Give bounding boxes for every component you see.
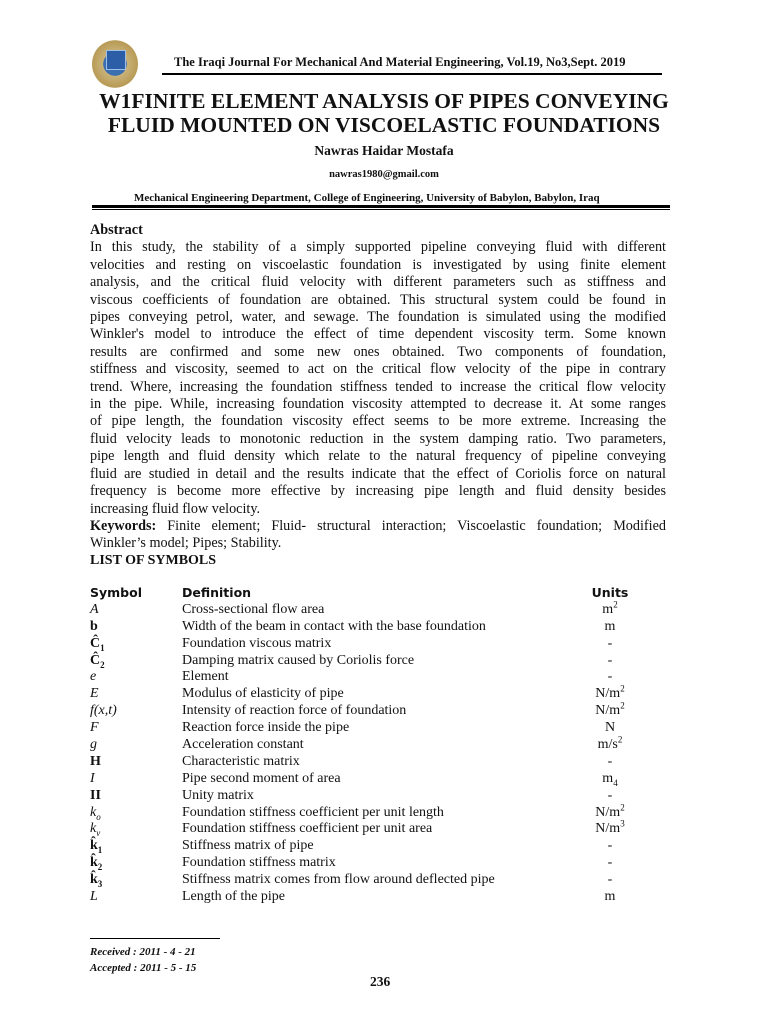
col-units: Units	[591, 585, 629, 600]
symbol-row	[90, 855, 670, 872]
keywords-line-1	[90, 518, 666, 535]
keywords-text: Finite element; Fluid- structural interaction; Viscoelastic foundation; Modified	[156, 517, 666, 534]
symbol-cell	[90, 653, 105, 670]
symbol-row	[90, 636, 670, 653]
keywords-label: Keywords:	[90, 517, 157, 534]
symbol-row	[90, 889, 670, 906]
abstract-line: of pipe length, the foundation viscosity effect seems to be more extreme. Increasing the	[90, 413, 666, 430]
symbol: g	[90, 737, 97, 753]
definition: Damping matrix caused by Coriolis force	[182, 652, 415, 668]
abstract-section	[90, 222, 666, 553]
symbol-cell	[90, 805, 101, 822]
received-date: Received : 2011 - 4 - 21	[90, 946, 196, 958]
unit-exponent: 2	[620, 700, 625, 711]
col-symbol: Symbol	[90, 585, 142, 600]
definition: Foundation stiffness coefficient per unit area	[182, 821, 433, 837]
abstract-line: Winkler's model to introduce the effect of time dependent viscosity term. Some known	[90, 326, 666, 343]
keywords-line-2: Winkler’s model; Pipes; Stability.	[90, 535, 282, 552]
definition: Reaction force inside the pipe	[182, 720, 350, 736]
abstract-line: pipe length and fluid density which relate to the natural frequency of pipeline conveying	[90, 448, 666, 465]
affiliation-rule	[92, 205, 670, 208]
units-cell	[560, 720, 660, 737]
unit-exponent: 3	[620, 818, 625, 829]
definition: Foundation viscous matrix	[182, 635, 332, 651]
definition: Stiffness matrix comes from flow around deflected pipe	[182, 872, 495, 888]
abstract-line: fluid are studied in detail and the results indicate that the effect of Coriolis force on natural	[90, 465, 666, 482]
unit: -	[607, 669, 613, 685]
symbol: H	[90, 753, 101, 769]
header-rule	[162, 73, 662, 75]
symbol-cell	[90, 754, 101, 771]
symbol-subscript: v	[96, 828, 101, 839]
abstract-line: stiffness and viscosity, seemed to act on the critical flow velocity of the pipe in contrary	[90, 361, 666, 378]
units-cell	[560, 788, 660, 805]
affiliation: Mechanical Engineering Department, College of Engineering, University of Babylon, Babylon, Iraq	[134, 192, 600, 204]
symbol-row	[90, 619, 670, 636]
abstract-line: frequency is become more effective by increasing pipe length and fluid density besides	[90, 483, 666, 500]
abstract-body	[90, 239, 666, 518]
definition: Length of the pipe	[182, 889, 286, 905]
affiliation-rule-thin	[92, 209, 670, 210]
symbol-row	[90, 669, 670, 686]
abstract-heading: Abstract	[90, 222, 143, 238]
symbol-cell	[90, 619, 98, 636]
col-definition: Definition	[182, 585, 252, 600]
symbol-row	[90, 818, 670, 839]
symbol-subscript: 1	[97, 845, 103, 856]
symbol: Ĉ	[90, 635, 101, 651]
units-cell	[560, 872, 660, 889]
units-cell	[560, 754, 660, 771]
accepted-date: Accepted : 2011 - 5 - 15	[90, 962, 197, 974]
author-email: nawras1980@gmail.com	[329, 169, 439, 180]
symbol: k̂	[90, 838, 98, 854]
symbol-cell	[90, 821, 100, 838]
unit: -	[607, 753, 613, 769]
units-cell	[560, 818, 660, 838]
symbol-row	[90, 653, 670, 670]
symbol: A	[90, 601, 99, 617]
page-number: 236	[370, 974, 391, 989]
unit-exponent: 2	[620, 683, 625, 694]
symbol-row	[90, 872, 670, 889]
abstract-line: pipes conveying petrol, water, and sewage. The foundation is simulated using the modified	[90, 309, 666, 326]
symbol-cell	[90, 602, 99, 619]
symbol: L	[90, 889, 98, 905]
units-cell	[560, 653, 660, 670]
symbol: E	[90, 686, 99, 702]
symbol-subscript: 3	[97, 878, 103, 889]
symbol-cell	[90, 872, 102, 889]
unit: -	[607, 652, 613, 668]
symbol-row	[90, 771, 670, 788]
unit: -	[607, 787, 613, 803]
units-cell	[560, 669, 660, 686]
symbol-cell	[90, 686, 99, 703]
units-cell	[560, 838, 660, 855]
abstract-line: in the pipe. While, increasing foundation viscosity attempted to decrease it. At some ranges	[90, 396, 666, 413]
abstract-line: velocities and resting on viscoelastic foundation is investigated by using finite element	[90, 256, 666, 273]
units-cell	[560, 801, 660, 822]
symbol: k	[90, 804, 97, 820]
symbol-row	[90, 788, 670, 805]
definition: Foundation stiffness matrix	[182, 855, 336, 871]
title-line-2: FLUID MOUNTED ON VISCOELASTIC FOUNDATIONS	[107, 113, 661, 137]
units-cell	[560, 734, 660, 754]
symbol-subscript: o	[96, 811, 101, 822]
unit: m	[602, 770, 614, 786]
title-line-1: W1FINITE ELEMENT ANALYSIS OF PIPES CONVEYING	[99, 89, 669, 113]
abstract-line: viscous coefficients of foundation are obtained. This structural system could be found in	[90, 291, 666, 308]
university-logo-icon	[92, 40, 138, 88]
symbol: e	[90, 669, 97, 685]
definition: Intensity of reaction force of foundation	[182, 703, 407, 719]
symbol-row	[90, 683, 670, 703]
definition: Acceleration constant	[182, 737, 304, 753]
symbol-row	[90, 599, 670, 619]
symbols-heading: LIST OF SYMBOLS	[90, 553, 217, 568]
symbol: k̂	[90, 872, 98, 888]
symbol-row	[90, 801, 670, 822]
unit-exponent: 2	[620, 801, 625, 812]
abstract-line: fluid velocity leads to monotonic reduction in the system damping ratio. Two parameters,	[90, 430, 666, 447]
symbol-row	[90, 754, 670, 771]
symbol-cell	[90, 855, 102, 872]
symbol-cell	[90, 720, 99, 737]
unit: -	[607, 855, 613, 871]
symbols-table	[90, 585, 670, 906]
symbol-cell	[90, 788, 101, 805]
symbol-subscript: 2	[97, 862, 103, 873]
unit: m/s	[597, 737, 618, 753]
symbol-row	[90, 720, 670, 737]
definition: Cross-sectional flow area	[182, 601, 325, 617]
symbol-cell	[90, 737, 97, 754]
symbol-row	[90, 734, 670, 754]
unit: m	[604, 618, 616, 634]
definition: Unity matrix	[182, 787, 254, 803]
symbol: k	[90, 821, 97, 837]
definition: Modulus of elasticity of pipe	[182, 686, 344, 702]
unit: N/m	[595, 821, 621, 837]
symbol: F	[90, 720, 99, 736]
symbol: I	[90, 770, 95, 786]
symbol: k̂	[90, 855, 98, 871]
symbol-cell	[90, 636, 105, 653]
symbol: Ĉ	[90, 652, 101, 668]
definition: Foundation stiffness coefficient per unit length	[182, 804, 444, 820]
abstract-line: analysis, and the critical fluid velocity with different parameters such as stiffness and	[90, 274, 666, 291]
units-cell	[560, 700, 660, 720]
footer-rule	[90, 938, 220, 939]
symbol: b	[90, 618, 98, 634]
units-cell	[560, 619, 660, 636]
symbol-cell	[90, 838, 102, 855]
unit: -	[607, 838, 613, 854]
unit-exponent: 2	[613, 599, 618, 610]
units-cell	[560, 636, 660, 653]
author: Nawras Haidar Mostafa	[314, 143, 454, 158]
unit-subscript: 4	[613, 777, 618, 788]
units-cell	[560, 889, 660, 906]
unit: N/m	[595, 804, 621, 820]
unit: N	[604, 720, 616, 736]
journal-header: The Iraqi Journal For Mechanical And Material Engineering, Vol.19, No3,Sept. 2019	[174, 55, 626, 69]
definition: Width of the beam in contact with the base foundation	[182, 618, 486, 634]
definition: Pipe second moment of area	[182, 770, 341, 786]
symbol-row	[90, 838, 670, 855]
unit: -	[607, 872, 613, 888]
units-cell	[560, 599, 660, 619]
unit: -	[607, 635, 613, 651]
symbol: II	[90, 787, 101, 803]
units-cell	[560, 855, 660, 872]
abstract-line: increasing fluid flow velocity.	[90, 500, 261, 517]
symbol-row	[90, 700, 670, 720]
definition: Stiffness matrix of pipe	[182, 838, 314, 854]
units-cell	[560, 771, 660, 788]
abstract-line: results are confirmed and some new ones obtained. Two components of foundation,	[90, 343, 666, 360]
symbol-subscript: 2	[100, 659, 105, 670]
symbol-cell	[90, 889, 98, 906]
definition: Characteristic matrix	[182, 753, 300, 769]
definition: Element	[182, 669, 229, 685]
unit-exponent: 2	[617, 734, 623, 745]
symbol: f(x,t)	[90, 703, 117, 719]
symbol-cell	[90, 771, 95, 788]
unit: N/m	[595, 703, 621, 719]
symbols-header-row	[90, 585, 670, 602]
abstract-line: In this study, the stability of a simply supported pipeline conveying fluid with different	[90, 239, 666, 256]
symbol-cell	[90, 669, 96, 686]
symbol-subscript: 1	[100, 642, 105, 653]
unit: m	[602, 601, 614, 617]
unit: m	[604, 889, 616, 905]
symbol-cell	[90, 703, 117, 720]
unit: N/m	[595, 686, 621, 702]
abstract-line: trend. Where, increasing the foundation stiffness tended to increase the critical flow velocity	[90, 378, 666, 395]
units-cell	[560, 683, 660, 703]
